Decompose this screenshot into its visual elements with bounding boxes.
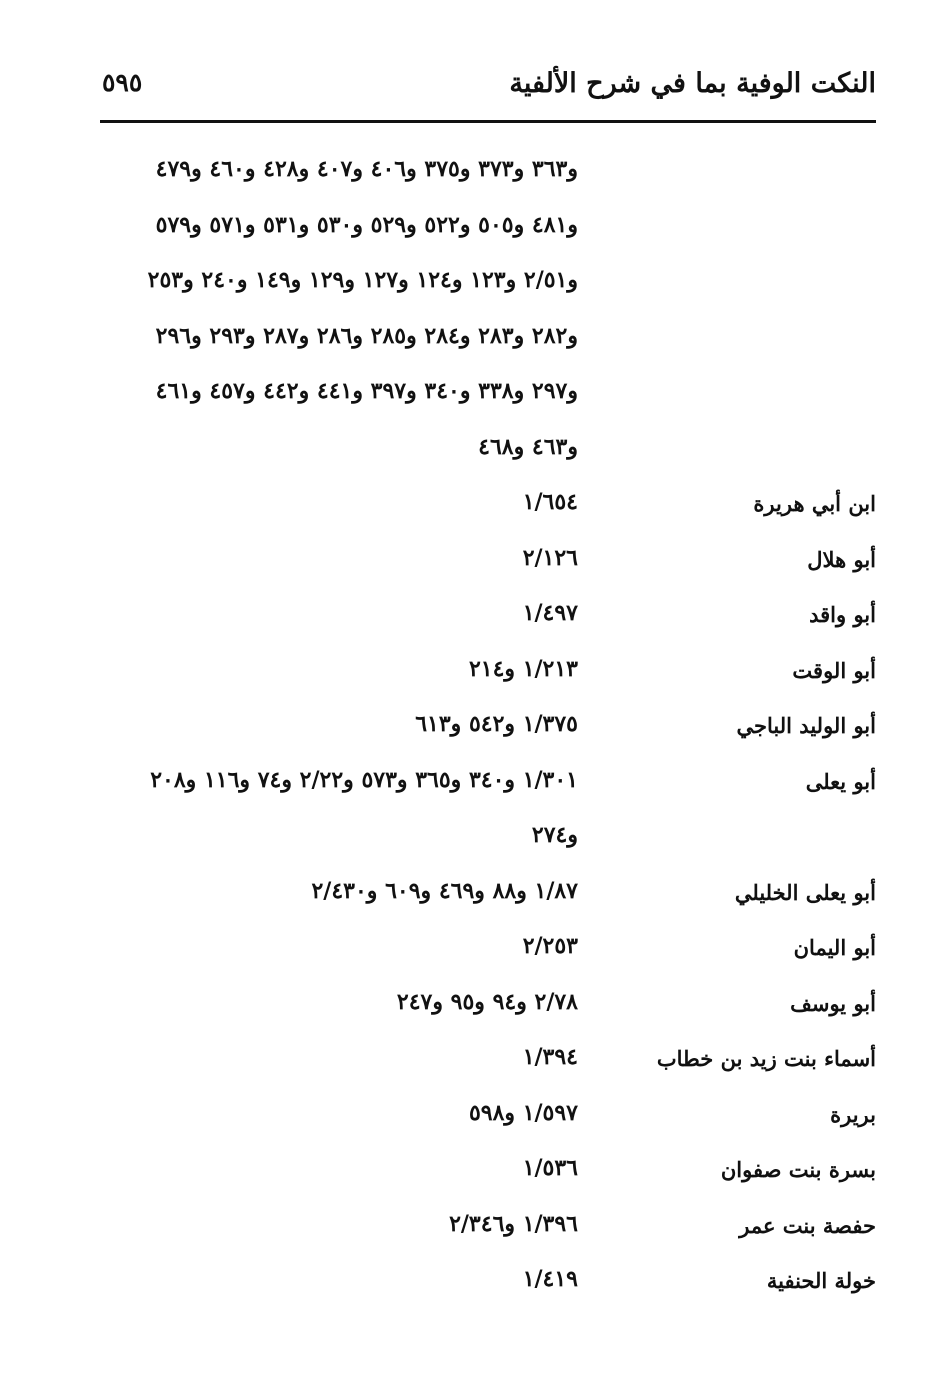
entry-name: حفصة بنت عمر [739,1212,876,1238]
index-row [100,1092,876,1148]
entry-page-refs: و٢٧٤ [531,822,578,848]
index-row [100,648,876,704]
entry-page-refs: ١/٣٠١ و٣٤٠ و٣٦٥ و٥٧٣ و٢/٢٢ و٧٤ و١١٦ و٢٠٨ [150,766,578,793]
index-row [100,259,876,315]
entry-page-refs: ١/٥٣٦ [522,1155,578,1181]
index-row [100,204,876,260]
index-row [100,370,876,426]
entry-page-refs: و٢٩٧ و٣٣٨ و٣٤٠ و٣٩٧ و٤٤١ و٤٤٢ و٤٥٧ و٤٦١ [155,378,578,404]
page-header [100,62,876,120]
entry-page-refs: ٢/٧٨ و٩٤ و٩٥ و٢٤٧ [396,988,578,1015]
entry-page-refs: و٤٨١ و٥٠٥ و٥٢٢ و٥٢٩ و٥٣٠ و٥٣١ و٥٧١ و٥٧٩ [155,211,578,238]
index-row [100,981,876,1037]
index-row [100,537,876,593]
entry-page-refs: ١/٤٩٧ [522,600,578,626]
entry-page-refs: ١/٤١٩ [522,1266,578,1292]
name-index [100,148,876,1314]
index-row [100,1147,876,1203]
index-row [100,481,876,537]
entry-name: أبو هلال [807,546,876,572]
entry-page-refs: ١/٣٩٤ [522,1044,578,1070]
entry-page-refs: ١/٨٧ و٨٨ و٤٦٩ و٦٠٩ و٢/٤٣٠ [311,877,578,904]
entry-page-refs: ١/٣٩٦ و٢/٣٤٦ [449,1210,578,1237]
entry-name: أبو يعلى [805,768,876,794]
entry-page-refs: و٢/٥١ و١٢٣ و١٢٤ و١٢٧ و١٢٩ و١٤٩ و٢٤٠ و٢٥٣ [147,267,578,293]
index-row [100,426,876,482]
entry-name: أبو الوليد الباجي [736,713,876,738]
index-row [100,870,876,926]
index-row [100,148,876,204]
index-row [100,925,876,981]
entry-page-refs: ٢/١٢٦ [522,544,578,571]
header-divider [100,120,876,123]
entry-page-refs: ٢/٢٥٣ [522,933,578,959]
index-row [100,814,876,870]
entry-page-refs: و٤٦٣ و٤٦٨ [478,433,578,460]
entry-page-refs: و٣٦٣ و٣٧٣ و٣٧٥ و٤٠٦ و٤٠٧ و٤٢٨ و٤٦٠ و٤٧٩ [155,156,578,182]
entry-name: خولة الحنفية [766,1268,876,1293]
index-row [100,759,876,815]
page-number: ٥٩٥ [102,68,143,97]
index-row [100,1036,876,1092]
entry-page-refs: ١/٣٧٥ و٥٤٢ و٦١٣ [415,711,578,737]
entry-name: أسماء بنت زيد بن خطاب [656,1046,876,1071]
index-row [100,592,876,648]
index-row [100,703,876,759]
book-title: النكت الوفية بما في شرح الألفية [509,68,876,99]
entry-name: بسرة بنت صفوان [720,1157,876,1182]
index-row [100,315,876,371]
index-row [100,1258,876,1314]
index-row [100,1203,876,1259]
entry-name: بريرة [830,1101,876,1127]
entry-name: أبو يوسف [790,990,876,1016]
entry-name: أبو اليمان [793,935,876,960]
entry-name: أبو يعلى الخليلي [734,879,876,905]
entry-page-refs: و٢٨٢ و٢٨٣ و٢٨٤ و٢٨٥ و٢٨٦ و٢٨٧ و٢٩٣ و٢٩٦ [155,322,578,349]
entry-page-refs: ١/٢١٣ و٢١٤ [468,655,578,682]
entry-name: أبو الوقت [792,657,876,683]
entry-page-refs: ١/٦٥٤ [522,489,578,515]
entry-name: ابن أبي هريرة [753,491,876,516]
entry-name: أبو واقد [809,602,876,627]
entry-page-refs: ١/٥٩٧ و٥٩٨ [468,1099,578,1126]
